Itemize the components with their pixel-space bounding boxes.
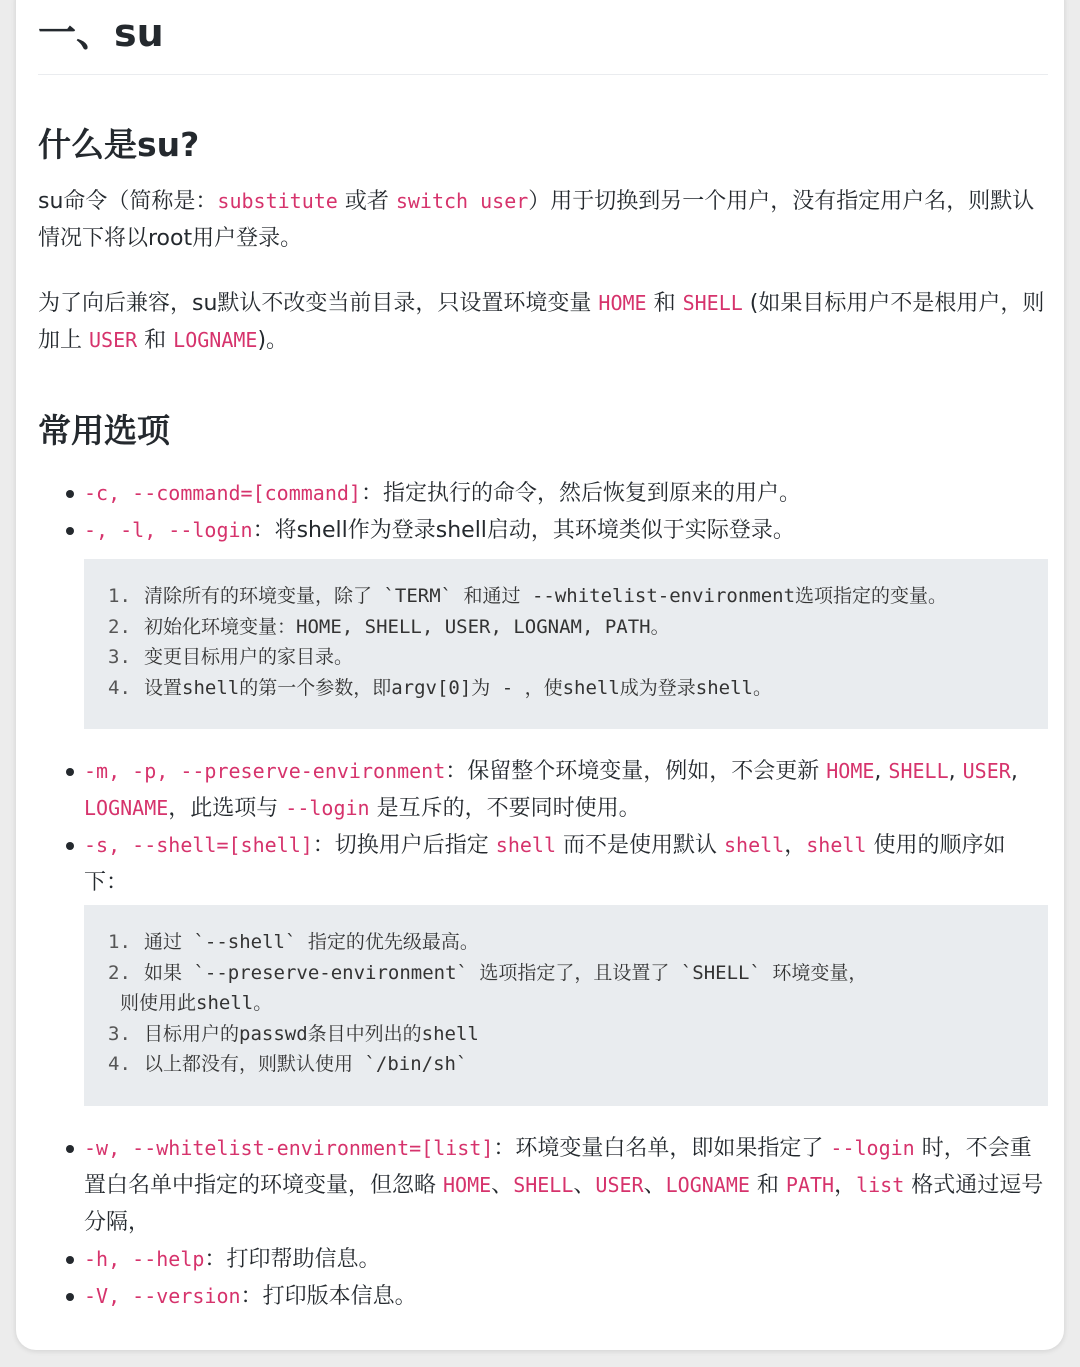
text: 和: [137, 328, 174, 353]
inline-code: list: [856, 1172, 905, 1197]
separator: ：: [252, 518, 275, 543]
text: 、: [491, 1172, 514, 1198]
code-text: 初始化环境变量：HOME, SHELL, USER, LOGNAM, PATH。: [144, 615, 670, 638]
code-text: 设置shell的第一个参数，即argv[0]为 - ，使shell成为登录shell。: [144, 676, 772, 699]
text: ,: [874, 759, 889, 784]
text: 为了向后兼容，su默认不改变当前目录，只设置环境变量: [38, 291, 599, 316]
text: 、: [643, 1172, 666, 1198]
inline-code: --login: [830, 1135, 915, 1160]
separator: ：: [240, 1283, 263, 1309]
section-heading-options: 常用选项: [38, 411, 170, 450]
paragraph-compat: [38, 285, 1048, 359]
code-text: 目标用户的passwd条目中列出的shell: [144, 1022, 479, 1045]
text: 或者: [337, 189, 396, 214]
code-text: 通过 `--shell` 指定的优先级最高。: [144, 931, 479, 953]
inline-code: --login: [285, 796, 370, 820]
option-shell: [38, 827, 1048, 1106]
code-block-shell-order: [84, 905, 1048, 1106]
inline-code: HOME: [598, 291, 647, 315]
paragraph-intro: [38, 183, 1048, 257]
separator: ：: [445, 759, 468, 784]
inline-code: SHELL: [888, 759, 949, 783]
line-number: 1.: [108, 585, 131, 607]
text: ,: [1010, 759, 1018, 784]
option-flag: -m, -p, --preserve-environment: [84, 759, 446, 783]
code-line: [108, 1049, 1024, 1080]
text: ，: [834, 1172, 857, 1198]
inline-code: SHELL: [513, 1172, 574, 1197]
line-number: 2.: [108, 961, 131, 984]
inline-code: LOGNAME: [84, 796, 169, 820]
inline-code: shell: [495, 833, 557, 857]
option-flag: -c, --command=[command]: [84, 481, 361, 505]
code-line: [108, 581, 1024, 612]
option-flag: -s, --shell=[shell]: [84, 833, 313, 857]
option-flag: -, -l, --login: [84, 518, 253, 542]
line-number: 1.: [108, 931, 131, 953]
text: 使用的顺序如下：: [84, 833, 1006, 895]
separator: ：: [360, 481, 383, 506]
line-number: 2.: [108, 615, 131, 638]
article-card: [16, 0, 1064, 1350]
inline-code: USER: [595, 1172, 644, 1197]
option-version: [38, 1278, 1048, 1315]
code-text: 如果 `--preserve-environment` 选项指定了，且设置了 `SHELL` 环境变量，: [144, 961, 868, 984]
inline-code: SHELL: [682, 291, 743, 315]
text: 而不是使用默认: [556, 833, 725, 858]
code-line: [108, 673, 1024, 704]
text: 、: [573, 1172, 596, 1198]
code-line: [108, 612, 1024, 643]
inline-code: LOGNAME: [173, 328, 258, 352]
option-desc: 打印版本信息。: [262, 1283, 417, 1309]
inline-code: USER: [89, 328, 138, 352]
inline-code: shell: [806, 833, 867, 857]
inline-code: USER: [962, 759, 1011, 783]
code-text: 以上都没有，则默认使用 `/bin/sh`: [144, 1053, 468, 1075]
page-title: 一、su: [38, 12, 1048, 75]
text: ,: [948, 759, 963, 784]
option-help: [38, 1241, 1048, 1278]
text: ，此选项与: [168, 796, 286, 821]
text: 和: [646, 291, 683, 316]
code-line: [108, 927, 1024, 958]
text: ，: [784, 833, 807, 858]
section-heading-what: 什么是su?: [38, 125, 200, 164]
inline-code: substitute: [217, 189, 338, 213]
code-block-login-steps: [84, 559, 1048, 729]
inline-code: switch user: [395, 189, 529, 213]
line-number: 3.: [108, 646, 131, 668]
option-flag: -w, --whitelist-environment=[list]: [84, 1135, 494, 1160]
code-line: [108, 958, 1024, 989]
text: )。: [257, 328, 289, 353]
line-number: 3.: [108, 1022, 131, 1045]
separator: ：: [312, 833, 335, 858]
option-desc: 指定执行的命令，然后恢复到原来的用户。: [382, 481, 801, 506]
inline-code: PATH: [785, 1172, 835, 1197]
option-command: [38, 475, 1048, 512]
code-line: [108, 642, 1024, 673]
code-text: 变更目标用户的家目录。: [144, 646, 354, 668]
options-list: [38, 475, 1048, 1315]
inline-code: HOME: [826, 759, 875, 783]
option-flag: -V, --version: [84, 1283, 241, 1308]
separator: ：: [204, 1246, 227, 1272]
text: (如果目标用户不是根用户，则加上: [38, 291, 1045, 353]
separator: ：: [493, 1135, 516, 1161]
option-login: [38, 512, 1048, 729]
option-flag: -h, --help: [84, 1246, 205, 1271]
inline-code: shell: [724, 833, 785, 857]
text: 是互斥的，不要同时使用。: [369, 796, 641, 821]
inline-code: HOME: [443, 1172, 492, 1197]
text: su命令（简称是：: [38, 189, 218, 214]
text: 环境变量白名单，即如果指定了: [515, 1135, 831, 1161]
option-preserve-environment: [38, 753, 1048, 827]
code-line: [108, 1019, 1024, 1050]
article-content: [38, 0, 1048, 1315]
text: 格式通过逗号分隔，: [84, 1172, 1044, 1235]
inline-code: LOGNAME: [665, 1172, 750, 1197]
text: 保留整个环境变量，例如，不会更新: [467, 759, 827, 784]
line-number: 4.: [108, 676, 131, 699]
option-desc: 打印帮助信息。: [226, 1246, 381, 1272]
code-line-continued: [108, 988, 1024, 1019]
text: 和: [749, 1172, 786, 1198]
text: 时，不会重置白名单中指定的环境变量，但忽略: [84, 1135, 1032, 1198]
code-text: 则使用此shell。: [120, 992, 273, 1014]
line-number: 4.: [108, 1053, 131, 1075]
text: ）用于切换到另一个用户，没有指定用户名，则默认情况下将以root用户登录。: [38, 189, 1035, 251]
option-whitelist-environment: [38, 1130, 1048, 1241]
text: 切换用户后指定: [334, 833, 496, 858]
code-text: 清除所有的环境变量，除了 `TERM` 和通过 --whitelist-environment选项指定的变量。: [144, 585, 948, 607]
option-desc: 将shell作为登录shell启动，其环境类似于实际登录。: [274, 518, 795, 543]
